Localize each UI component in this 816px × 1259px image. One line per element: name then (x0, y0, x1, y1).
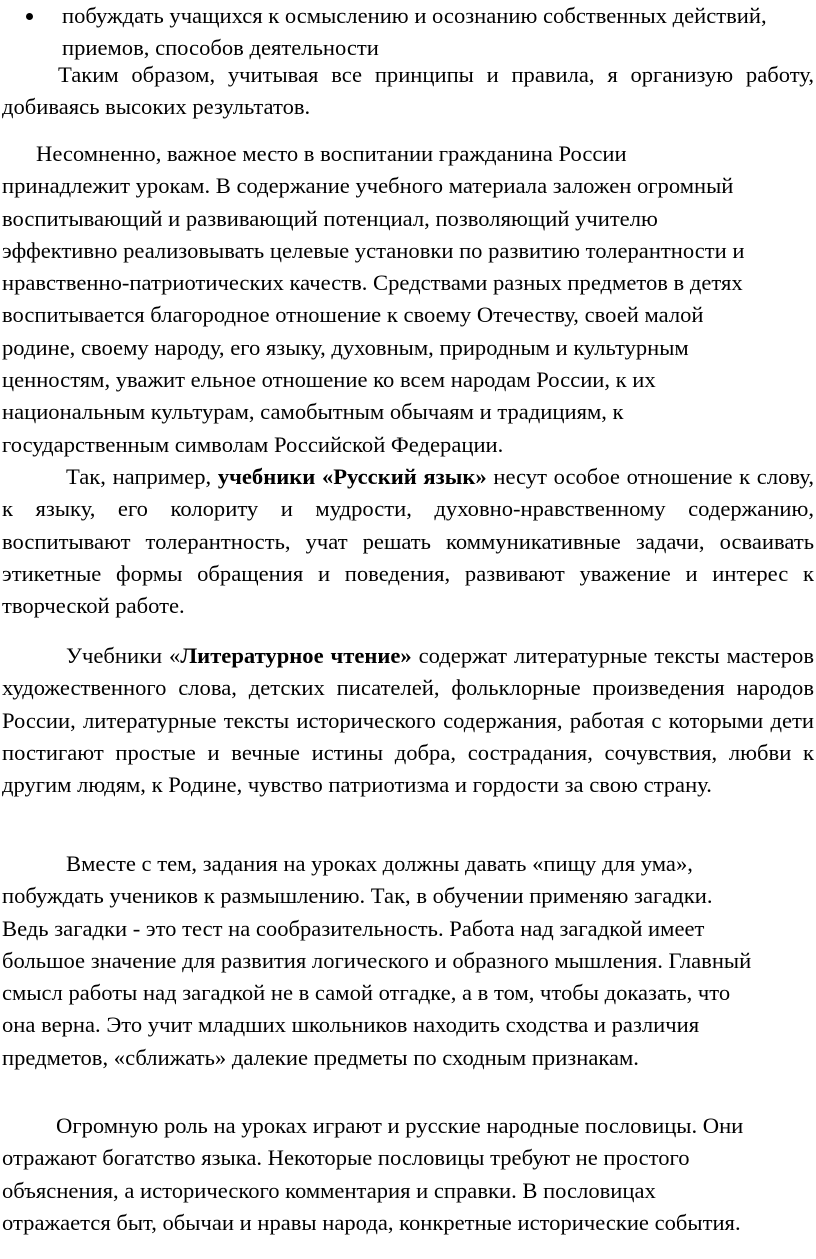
paragraph-russian-language (2, 461, 814, 622)
text-line: Несомненно, важное место в воспитании гражданина России (36, 141, 627, 166)
text-line: национальным культурам, самобытным обычаям и традициям, к (2, 399, 624, 425)
text-line: воспитывается благородное отношение к своему Отечеству, своей малой (2, 302, 704, 328)
paragraph-riddles (2, 848, 816, 1074)
text-line: объяснения, а исторического комментария и справки. В пословицах (2, 1177, 656, 1203)
text-line: государственным символам Российской Федерации. (2, 431, 504, 457)
text-line: ценностям, уважит ельное отношение ко всем народам России, к их (2, 367, 656, 393)
paragraph-literary-reading (2, 640, 814, 801)
text-line: предметов, «сближать» далекие предметы по сходным признакам. (2, 1044, 639, 1070)
bold-textbook-title: учебники «Русский язык» (217, 464, 487, 489)
text-line: смысл работы над загадкой не в самой отгадке, а в том, чтобы доказать, что (2, 980, 731, 1006)
text-fragment: Учебники « (66, 643, 181, 668)
text-line: побуждать учеников к размышлению. Так, в обучении применяю загадки. (2, 883, 713, 909)
text-line: принадлежит урокам. В содержание учебного материала заложен огромный (2, 173, 734, 199)
text-line: воспитывающий и развивающий потенциал, позволяющий учителю (2, 205, 658, 231)
text-fragment: содержат литературные тексты мастеров художественного слова, детских писателей, фольклорные произведения народов России, литературные тексты исторического содержания, работая с которыми дети постигают простые и вечные истины добра, сострадания, сочувствия, любви к другим людям, к Родине, чувство патриотизма и гордости за свою страну. (2, 643, 814, 798)
text-line: отражается быт, обычаи и нравы народа, конкретные исторические события. (2, 1209, 741, 1235)
text-fragment: несут особое отношение к слову, к языку, его колориту и мудрости, духовно-нравственному содержанию, воспитывают толерантность, учат решать коммуникативные задачи, осваивать этикетные формы обращения и поведения, развивают уважение и интерес к творческой работе. (2, 464, 814, 619)
text-fragment: Так, например, (66, 464, 218, 489)
text-line: Огромную роль на уроках играют и русские народные пословицы. Они (56, 1113, 744, 1138)
bullet-text: побуждать учащихся к осмыслению и осознанию собственных действий, приемов, способов деятельности (62, 3, 767, 61)
bold-textbook-title: Литературное чтение» (180, 643, 412, 668)
text-line: Вместе с тем, задания на уроках должны давать «пищу для ума», (66, 851, 693, 876)
text-line: она верна. Это учит младших школьников находить сходства и различия (2, 1012, 700, 1038)
text-line: эффективно реализовывать целевые установки по развитию толерантности и (2, 237, 745, 263)
text-line: большое значение для развития логического и образного мышления. Главный (2, 947, 752, 973)
paragraph-lessons-role (2, 138, 816, 461)
text-line: Ведь загадки - это тест на сообразительность. Работа над загадкой имеет (2, 915, 705, 941)
paragraph-proverbs (2, 1110, 816, 1239)
paragraph-conclusion: Таким образом, учитывая все принципы и правила, я организую работу, добиваясь высоких результатов. (2, 62, 814, 120)
bullet-dot-icon (26, 13, 33, 20)
text-line: отражают богатство языка. Некоторые пословицы требуют не простого (2, 1145, 690, 1171)
text-line: родине, своему народу, его языку, духовным, природным и культурным (2, 334, 689, 360)
text-line: нравственно-патриотических качеств. Средствами разных предметов в детях (2, 270, 743, 296)
